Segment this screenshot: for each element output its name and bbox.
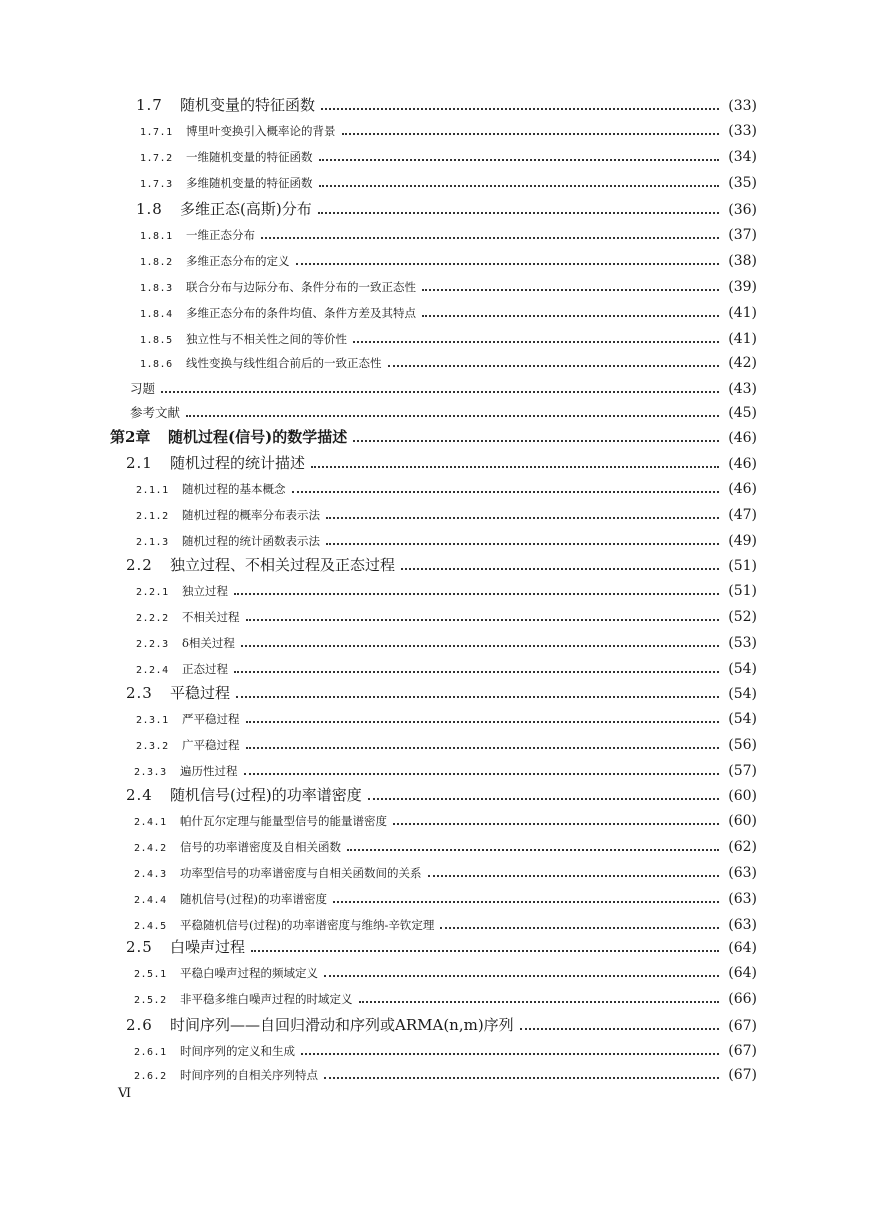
toc-entry[interactable] (140, 124, 757, 138)
toc-entry-title: 广平稳过程 (182, 738, 240, 752)
dot-leader (319, 184, 720, 187)
toc-entry-page: (63) (728, 891, 757, 907)
toc-entry-title: 随机信号(过程)的功率谱密度 (180, 892, 327, 906)
toc-entry-number: 2.2.3 (136, 639, 169, 650)
toc-entry[interactable] (136, 738, 757, 752)
toc-entry-title: 平稳白噪声过程的频域定义 (180, 966, 318, 980)
dot-leader (246, 618, 720, 621)
toc-entry-title: 参考文献 (130, 405, 181, 420)
toc-entry-number: 1.7.3 (140, 179, 173, 190)
toc-entry[interactable] (136, 712, 757, 726)
toc-entry-number: 2.4.1 (134, 817, 167, 828)
toc-entry-page: (47) (728, 507, 757, 523)
toc-entry-title: 平稳过程 (170, 684, 231, 702)
toc-entry-number: 2.4.4 (134, 895, 167, 906)
dot-leader (422, 314, 719, 317)
dot-leader (236, 695, 719, 698)
toc-entry[interactable] (136, 662, 757, 676)
dot-leader (186, 414, 719, 417)
toc-entry[interactable] (126, 558, 757, 573)
dot-leader (368, 797, 719, 800)
toc-entry-number: 1.8.4 (140, 309, 173, 320)
toc-entry-page: (53) (728, 635, 757, 651)
toc-entry-title: 随机变量的特征函数 (180, 96, 316, 114)
toc-entry-page: (60) (728, 788, 757, 804)
toc-entry-number: 2.6 (126, 1016, 153, 1034)
toc-entry[interactable] (110, 430, 757, 445)
dot-leader (422, 288, 719, 291)
toc-entry-title: 博里叶变换引入概率论的背景 (186, 124, 336, 138)
toc-entry-number: 1.8.1 (140, 231, 173, 242)
toc-entry-title: 多维正态分布的定义 (186, 254, 290, 268)
toc-entry-number: 2.6.1 (134, 1047, 167, 1058)
toc-entry-page: (54) (728, 711, 757, 727)
toc-entry-number: 2.5 (126, 938, 153, 956)
toc-entry-number: 1.7.1 (140, 127, 173, 138)
toc-entry-number: 2.1.1 (136, 485, 169, 496)
dot-leader (428, 874, 720, 877)
toc-entry[interactable] (134, 992, 757, 1006)
toc-entry-page: (51) (728, 558, 757, 574)
dot-leader (292, 490, 720, 493)
toc-entry[interactable] (134, 764, 757, 778)
toc-entry-page: (41) (728, 305, 757, 321)
toc-entry-title: 不相关过程 (182, 610, 240, 624)
toc-entry-title: 正态过程 (182, 662, 228, 676)
dot-leader (393, 822, 719, 825)
toc-entry-title: 随机过程的基本概念 (182, 482, 286, 496)
toc-entry-page: (39) (728, 279, 757, 295)
toc-entry-number: 1.8.5 (140, 335, 173, 346)
toc-entry-title: 独立过程 (182, 584, 228, 598)
toc-entry-page: (63) (728, 917, 757, 933)
toc-entry-number: 1.8 (136, 200, 163, 218)
toc-entry[interactable] (134, 1044, 757, 1058)
toc-entry-page: (49) (728, 533, 757, 549)
toc-entry-title: 遍历性过程 (180, 764, 238, 778)
dot-leader (261, 236, 719, 239)
dot-leader (161, 390, 719, 393)
dot-leader (234, 670, 719, 673)
toc-entry-title: 随机信号(过程)的功率谱密度 (170, 786, 362, 804)
toc-entry[interactable] (126, 456, 757, 471)
toc-entry-page: (62) (728, 839, 757, 855)
toc-entry-number: 2.5.2 (134, 995, 167, 1006)
toc-entry[interactable] (130, 406, 757, 420)
toc-entry-page: (63) (728, 865, 757, 881)
dot-leader (342, 132, 720, 135)
dot-leader (353, 340, 719, 343)
toc-entry[interactable] (130, 382, 757, 396)
dot-leader (246, 720, 720, 723)
toc-entry-number: 1.8.2 (140, 257, 173, 268)
toc-entry-title: 线性变换与线性组合前后的一致正态性 (186, 356, 382, 370)
toc-entry-number: 2.6.2 (134, 1071, 167, 1082)
toc-entry-title: 多维正态(高斯)分布 (180, 200, 312, 218)
toc-entry-title: 非平稳多维白噪声过程的时域定义 (180, 992, 353, 1006)
toc-entry-title: 独立性与不相关性之间的等价性 (186, 332, 347, 346)
toc-entry-page: (64) (728, 965, 757, 981)
toc-entry-page: (46) (728, 481, 757, 497)
toc-entry-page: (60) (728, 813, 757, 829)
toc-entry-title: 多维随机变量的特征函数 (186, 176, 313, 190)
toc-entry[interactable] (136, 482, 757, 496)
toc-entry[interactable] (140, 176, 757, 190)
toc-entry-page: (37) (728, 227, 757, 243)
dot-leader (324, 1076, 719, 1079)
toc-entry-page: (52) (728, 609, 757, 625)
toc-entry[interactable] (134, 966, 757, 980)
toc-entry-page: (33) (728, 123, 757, 139)
toc-entry-title: 随机过程的统计函数表示法 (182, 534, 320, 548)
dot-leader (324, 974, 719, 977)
toc-entry-title: 严平稳过程 (182, 712, 240, 726)
toc-entry-page: (43) (728, 381, 757, 397)
toc-entry-page: (67) (728, 1067, 757, 1083)
toc-entry-number: 2.4 (126, 786, 153, 804)
toc-entry-page: (51) (728, 583, 757, 599)
toc-entry-page: (56) (728, 737, 757, 753)
toc-entry-number: 2.1 (126, 454, 153, 472)
toc-entry-title: 随机过程(信号)的数学描述 (168, 428, 348, 446)
toc-entry[interactable] (140, 332, 757, 346)
toc-entry-title: 联合分布与边际分布、条件分布的一致正态性 (186, 280, 416, 294)
toc-entry-title: δ相关过程 (182, 636, 235, 650)
toc-entry-title: 随机过程的统计描述 (170, 454, 306, 472)
toc-entry[interactable] (134, 840, 757, 854)
toc-entry-page: (46) (728, 456, 757, 472)
toc-entry-number: 2.4.3 (134, 869, 167, 880)
toc-entry-page: (42) (728, 355, 757, 371)
dot-leader (251, 949, 719, 952)
toc-entry[interactable] (134, 814, 757, 828)
toc-entry-number: 1.8.3 (140, 283, 173, 294)
toc-entry[interactable] (134, 918, 757, 932)
toc-entry[interactable] (140, 280, 757, 294)
toc-entry-title: 随机过程的概率分布表示法 (182, 508, 320, 522)
toc-entry[interactable] (140, 228, 757, 242)
dot-leader (296, 262, 720, 265)
toc-entry[interactable] (136, 610, 757, 624)
toc-entry[interactable] (134, 1068, 757, 1082)
page-folio: Ⅵ (118, 1086, 132, 1101)
toc-entry[interactable] (140, 254, 757, 268)
toc-entry[interactable] (136, 534, 757, 548)
dot-leader (311, 465, 719, 468)
toc-entry-page: (33) (728, 98, 757, 114)
toc-entry-number: 2.4.2 (134, 843, 167, 854)
toc-entry-number: 2.5.1 (134, 969, 167, 980)
toc-entry[interactable] (140, 150, 757, 164)
toc-entry-title: 一维正态分布 (186, 228, 255, 242)
toc-entry-title: 帕什瓦尔定理与能量型信号的能量谱密度 (180, 814, 387, 828)
toc-entry-page: (64) (728, 940, 757, 956)
toc-entry[interactable] (126, 1018, 757, 1033)
toc-entry-title: 时间序列的定义和生成 (180, 1044, 295, 1058)
dot-leader (333, 900, 719, 903)
toc-entry-page: (35) (728, 175, 757, 191)
dot-leader (353, 439, 719, 442)
toc-entry-title: 习题 (130, 381, 156, 396)
dot-leader (321, 107, 719, 110)
toc-entry-page: (45) (728, 405, 757, 421)
toc-entry-title: 功率型信号的功率谱密度与自相关函数间的关系 (180, 866, 422, 880)
dot-leader (234, 592, 719, 595)
toc-entry-title: 一维随机变量的特征函数 (186, 150, 313, 164)
toc-entry[interactable] (134, 866, 757, 880)
toc-entry-title: 独立过程、不相关过程及正态过程 (170, 556, 396, 574)
dot-leader (326, 516, 719, 519)
toc-entry-number: 2.4.5 (134, 921, 167, 932)
toc-entry-page: (54) (728, 661, 757, 677)
toc-entry[interactable] (140, 306, 757, 320)
toc-entry[interactable] (136, 508, 757, 522)
toc-entry-title: 白噪声过程 (170, 938, 246, 956)
toc-entry-number: 1.8.6 (140, 359, 173, 370)
dot-leader (301, 1052, 719, 1055)
dot-leader (326, 542, 719, 545)
toc-entry-page: (66) (728, 991, 757, 1007)
dot-leader (244, 772, 720, 775)
toc-entry-title: 平稳随机信号(过程)的功率谱密度与维纳-辛钦定理 (180, 918, 435, 932)
toc-entry-number: 2.3 (126, 684, 153, 702)
toc-entry-title: 时间序列的自相关序列特点 (180, 1068, 318, 1082)
toc-entry-number: 2.1.3 (136, 537, 169, 548)
toc-entry-number: 2.3.2 (136, 741, 169, 752)
toc-entry-page: (36) (728, 202, 757, 218)
toc-entry-page: (54) (728, 686, 757, 702)
toc-entry[interactable] (136, 202, 757, 217)
dot-leader (319, 158, 720, 161)
toc-entry-number: 2.2.2 (136, 613, 169, 624)
dot-leader (359, 1000, 720, 1003)
toc-entry[interactable] (136, 636, 757, 650)
toc-entry[interactable] (126, 788, 757, 803)
toc-entry-title: 时间序列——自回归滑动和序列或ARMA(n,m)序列 (170, 1016, 514, 1034)
dot-leader (520, 1027, 719, 1030)
dot-leader (388, 364, 720, 367)
toc-entry-page: (38) (728, 253, 757, 269)
toc-entry-page: (67) (728, 1018, 757, 1034)
toc-entry-title: 信号的功率谱密度及自相关函数 (180, 840, 341, 854)
toc-entry[interactable] (136, 98, 757, 113)
toc-entry-number: 2.3.3 (134, 767, 167, 778)
dot-leader (318, 211, 719, 214)
dot-leader (401, 567, 719, 570)
toc-entry-number: 1.7.2 (140, 153, 173, 164)
toc-entry-title: 多维正态分布的条件均值、条件方差及其特点 (186, 306, 416, 320)
toc-entry-number: 2.2.1 (136, 587, 169, 598)
toc-entry-page: (34) (728, 149, 757, 165)
toc-entry-number: 2.2 (126, 556, 153, 574)
dot-leader (347, 848, 719, 851)
toc-entry-number: 第2章 (110, 428, 151, 446)
toc-entry[interactable] (140, 356, 757, 370)
dot-leader (440, 926, 719, 929)
toc-entry-number: 1.7 (136, 96, 163, 114)
toc-entry-page: (41) (728, 331, 757, 347)
dot-leader (241, 644, 719, 647)
toc-entry[interactable] (136, 584, 757, 598)
toc-entry-page: (67) (728, 1043, 757, 1059)
toc-entry[interactable] (126, 940, 757, 955)
toc-entry-page: (46) (728, 430, 757, 446)
toc-entry-number: 2.3.1 (136, 715, 169, 726)
dot-leader (246, 746, 720, 749)
toc-entry[interactable] (134, 892, 757, 906)
toc-entry-number: 2.1.2 (136, 511, 169, 522)
toc-entry[interactable] (126, 686, 757, 701)
toc-entry-number: 2.2.4 (136, 665, 169, 676)
toc-entry-page: (57) (728, 763, 757, 779)
